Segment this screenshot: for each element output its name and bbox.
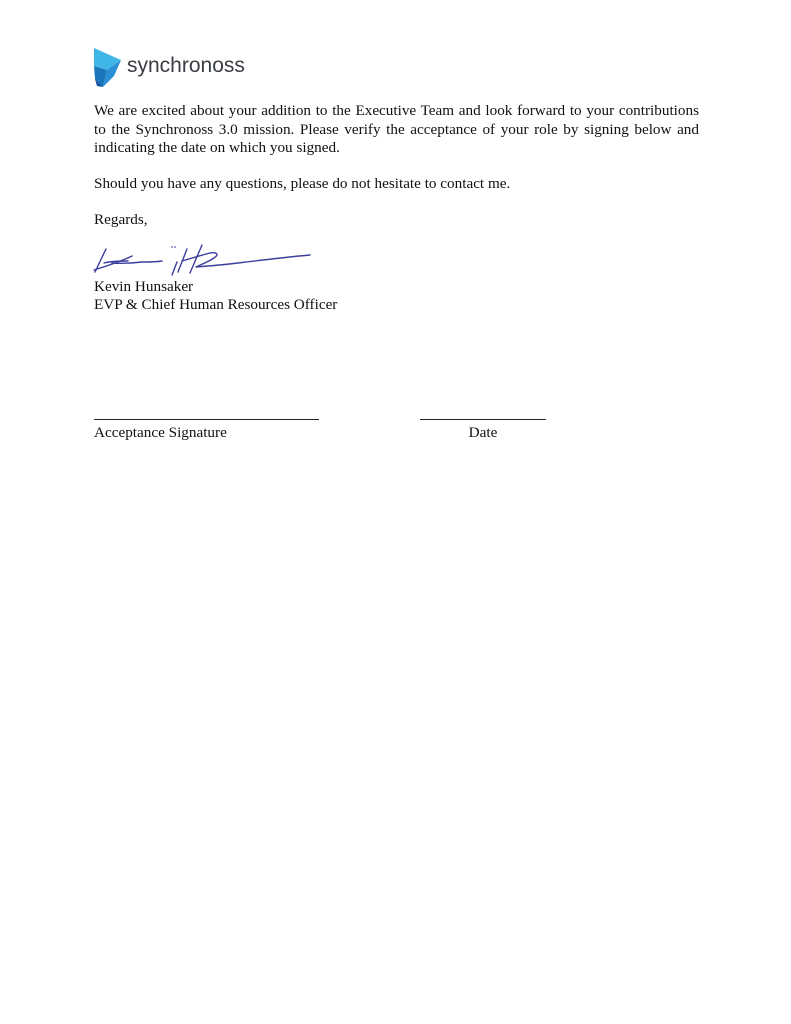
date-label: Date bbox=[468, 424, 498, 441]
date-line bbox=[420, 419, 546, 420]
company-logo bbox=[93, 46, 245, 88]
logo-wordmark: synchronoss bbox=[127, 54, 245, 77]
acceptance-signature-label: Acceptance Signature bbox=[94, 424, 227, 441]
signer-title: EVP & Chief Human Resources Officer bbox=[94, 296, 338, 313]
handwritten-signature-icon bbox=[92, 241, 314, 279]
signer-name: Kevin Hunsaker bbox=[94, 278, 194, 295]
body-paragraph-acceptance: We are excited about your addition to the Executive Team and look forward to your contributions to the Synchronoss 3.0 mission. Please verify the acceptance of your role by signing below and indicating the date on which you signed. bbox=[94, 102, 699, 156]
synchronoss-logo-icon bbox=[93, 46, 123, 88]
letter-closing: Regards, bbox=[94, 211, 148, 228]
body-paragraph-questions: Should you have any questions, please do not hesitate to contact me. bbox=[94, 175, 511, 192]
acceptance-signature-line bbox=[94, 419, 319, 420]
